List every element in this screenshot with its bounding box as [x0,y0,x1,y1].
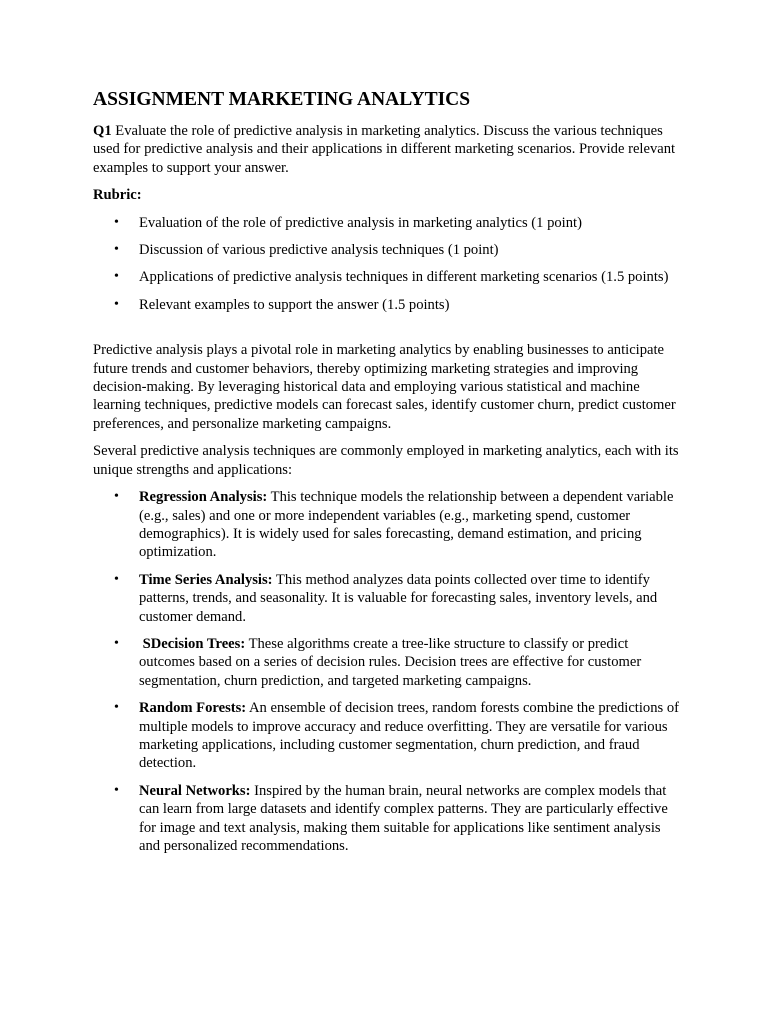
technique-item [93,488,683,562]
body-paragraph: Several predictive analysis techniques are commonly employed in marketing analytics, each with its unique strengths and applications: [93,443,679,478]
rubric-item [93,268,683,286]
bullet-icon: • [114,489,119,505]
technique-name: Time Series Analysis: [139,571,273,588]
rubric-item-text: Applications of predictive analysis techniques in different marketing scenarios (1.5 points) [139,269,669,286]
technique-text: These algorithms create a tree-like structure to classify or predict outcomes based on a series of decision rules. Decision trees are effective for customer segmentation, churn prediction, and targeted marketing campaigns. [139,635,642,689]
question-text: Evaluate the role of predictive analysis in marketing analytics. Discuss the various techniques used for predictive analysis and their applications in different marketing scenarios. Provide relevant examples to support your answer. [93,123,676,176]
rubric-item-text: Evaluation of the role of predictive analysis in marketing analytics (1 point) [139,214,582,231]
question-paragraph [93,122,683,177]
bullet-icon: • [114,242,119,258]
technique-item [93,635,683,690]
document-page [93,88,683,864]
rubric-heading: Rubric: [93,187,142,204]
rubric-item-text: Relevant examples to support the answer (1.5 points) [139,296,450,313]
technique-text: An ensemble of decision trees, random forests combine the predictions of multiple models to improve accuracy and reduce overfitting. They are versatile for various marketing applications, including customer segmentation, churn prediction, and fraud detection. [139,700,679,772]
bullet-icon: • [114,269,119,285]
rubric-list [93,214,683,315]
rubric-item-text: Discussion of various predictive analysis techniques (1 point) [139,242,499,259]
bullet-icon: • [114,214,119,230]
bullet-icon: • [114,782,119,798]
technique-text: This method analyzes data points collected over time to identify patterns, trends, and seasonality. It is valuable for forecasting sales, inventory levels, and customer demand. [139,571,658,625]
body-paragraph: Predictive analysis plays a pivotal role in marketing analytics by enabling businesses to anticipate future trends and customer behaviors, thereby optimizing marketing strategies and improving decision-making. By leveraging historical data and employing various statistical and machine learning techniques, predictive models can forecast sales, identify customer churn, predict customer preferences, and personalize marketing campaigns. [93,342,676,432]
rubric-item [93,214,683,232]
bullet-icon: • [114,571,119,587]
question-label: Q1 [93,123,112,139]
bullet-icon: • [114,635,119,651]
technique-item [93,571,683,626]
technique-name: SDecision Trees: [139,635,246,652]
technique-item [93,699,683,773]
bullet-icon: • [114,700,119,716]
technique-text: This technique models the relationship between a dependent variable (e.g., sales) and one or more independent variables (e.g., marketing spend, customer demographics). It is widely used for sales forecasting, demand estimation, and pricing optimization. [139,489,674,561]
technique-list [93,488,683,855]
technique-name: Neural Networks: [139,782,251,799]
technique-name: Regression Analysis: [139,489,268,506]
rubric-item [93,296,683,314]
technique-item [93,782,683,856]
technique-name: Random Forests: [139,700,247,717]
rubric-item [93,241,683,259]
technique-text: Inspired by the human brain, neural networks are complex models that can learn from large datasets and identify complex patterns. They are particularly effective for image and text analysis, making them suitable for applications like sentiment analysis and personalized recommendations. [139,782,668,854]
bullet-icon: • [114,296,119,312]
document-title: ASSIGNMENT MARKETING ANALYTICS [93,89,471,110]
